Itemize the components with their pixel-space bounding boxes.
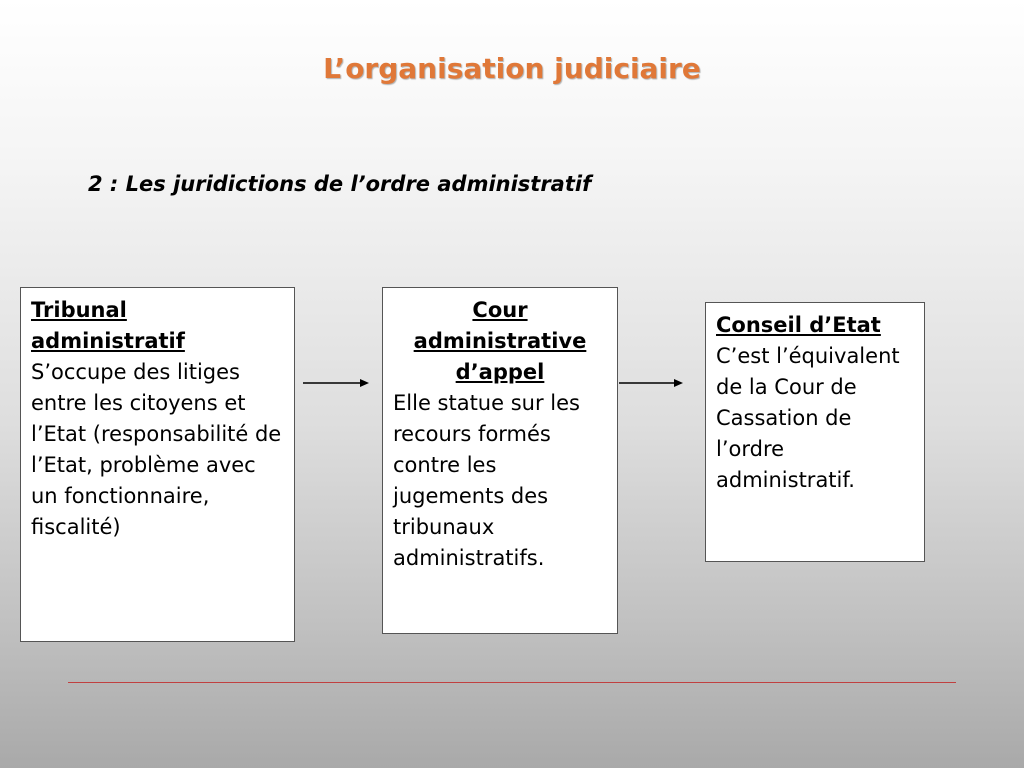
arrow-right-icon (302, 375, 372, 391)
footer-divider (68, 682, 956, 683)
box-text: S’occupe des litiges entre les citoyens et l’Etat (responsabilité de l’Etat, problème avec un fonctionnaire, fiscalité) (31, 360, 282, 539)
slide-title: L’organisation judiciaire (323, 52, 701, 85)
section-subtitle: 2 : Les juridictions de l’ordre administratif (88, 172, 592, 196)
box-title: Cour administrative d’appel (413, 298, 587, 384)
box-title: Conseil d’Etat (716, 313, 881, 337)
box-cour-administrative-appel (382, 287, 618, 634)
box-tribunal-administratif (20, 287, 295, 642)
box-text: C’est l’équivalent de la Cour de Cassation de l’ordre administratif. (716, 344, 900, 492)
box-text: Elle statue sur les recours formés contre les jugements des tribunaux administratifs. (393, 391, 580, 570)
arrow-right-icon (618, 375, 688, 391)
box-conseil-etat (705, 302, 925, 562)
box-title: Tribunal administratif (31, 298, 185, 353)
